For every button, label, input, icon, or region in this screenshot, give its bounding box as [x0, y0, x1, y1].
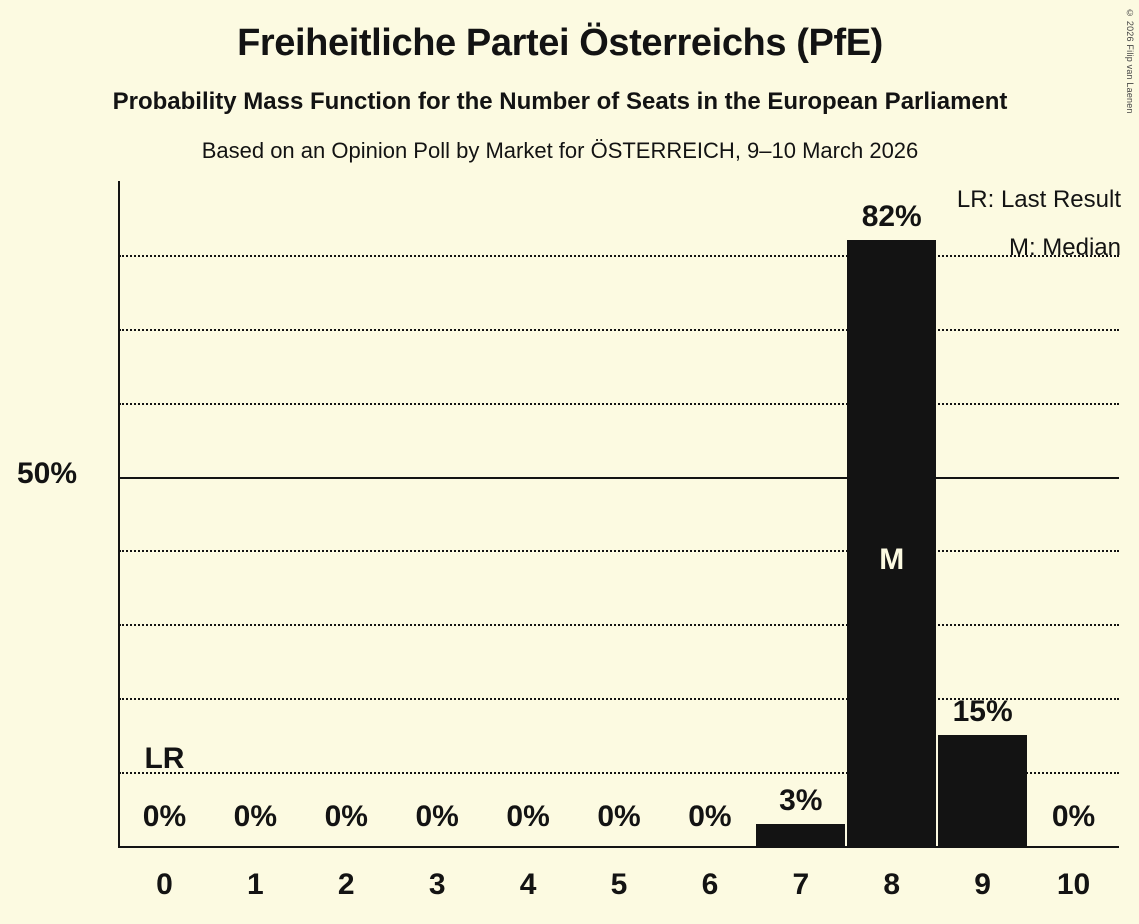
x-axis-tick-label: 10 [1056, 868, 1091, 901]
bar-value-label: 0% [233, 800, 278, 833]
median-marker: M [879, 543, 905, 577]
chart-title: Freiheitliche Partei Österreichs (PfE) [237, 22, 883, 64]
bar-value-label: 0% [506, 800, 550, 833]
bar-value-label: 0% [597, 800, 641, 833]
bar-value-label: 0% [1051, 800, 1096, 833]
x-axis-tick-label: 6 [701, 868, 719, 901]
last-result-marker: LR [144, 742, 185, 775]
chart-subtitle: Probability Mass Function for the Number of Seats in the European Parliament [112, 88, 1008, 115]
gridline [119, 255, 1119, 257]
legend-median: M: Median [1008, 234, 1121, 261]
bar-value-label: 0% [142, 800, 187, 833]
x-axis-tick-label: 8 [883, 868, 901, 901]
x-axis-tick-label: 4 [519, 868, 537, 901]
legend-last-result: LR: Last Result [956, 186, 1121, 213]
x-axis-tick-label: 2 [337, 868, 355, 901]
x-axis-tick-label: 5 [610, 868, 628, 901]
bar-value-label: 0% [415, 800, 459, 833]
copyright-notice: © 2026 Filip van Laenen [1125, 8, 1135, 114]
plot-area [119, 181, 1119, 846]
bar-value-label: 15% [952, 695, 1013, 729]
gridline [119, 403, 1119, 405]
x-axis-tick-label: 7 [792, 868, 810, 901]
bar-value-label: 0% [688, 800, 732, 833]
x-axis-tick-label: 1 [247, 868, 264, 901]
x-axis-tick-label: 0 [156, 868, 173, 901]
bar-value-label: 0% [324, 800, 368, 833]
y-axis-tick-label: 50% [16, 456, 77, 490]
gridline [119, 329, 1119, 331]
x-axis [118, 846, 1119, 848]
gridline [119, 477, 1119, 479]
gridline [119, 550, 1119, 552]
bar-value-label: 3% [779, 783, 823, 817]
chart-source-line: Based on an Opinion Poll by Market for ÖSTERREICH, 9–10 March 2026 [201, 138, 919, 163]
x-axis-tick-label: 9 [974, 868, 991, 901]
gridline [119, 624, 1119, 626]
bar-value-label: 82% [861, 200, 922, 234]
x-axis-tick-label: 3 [428, 868, 446, 901]
